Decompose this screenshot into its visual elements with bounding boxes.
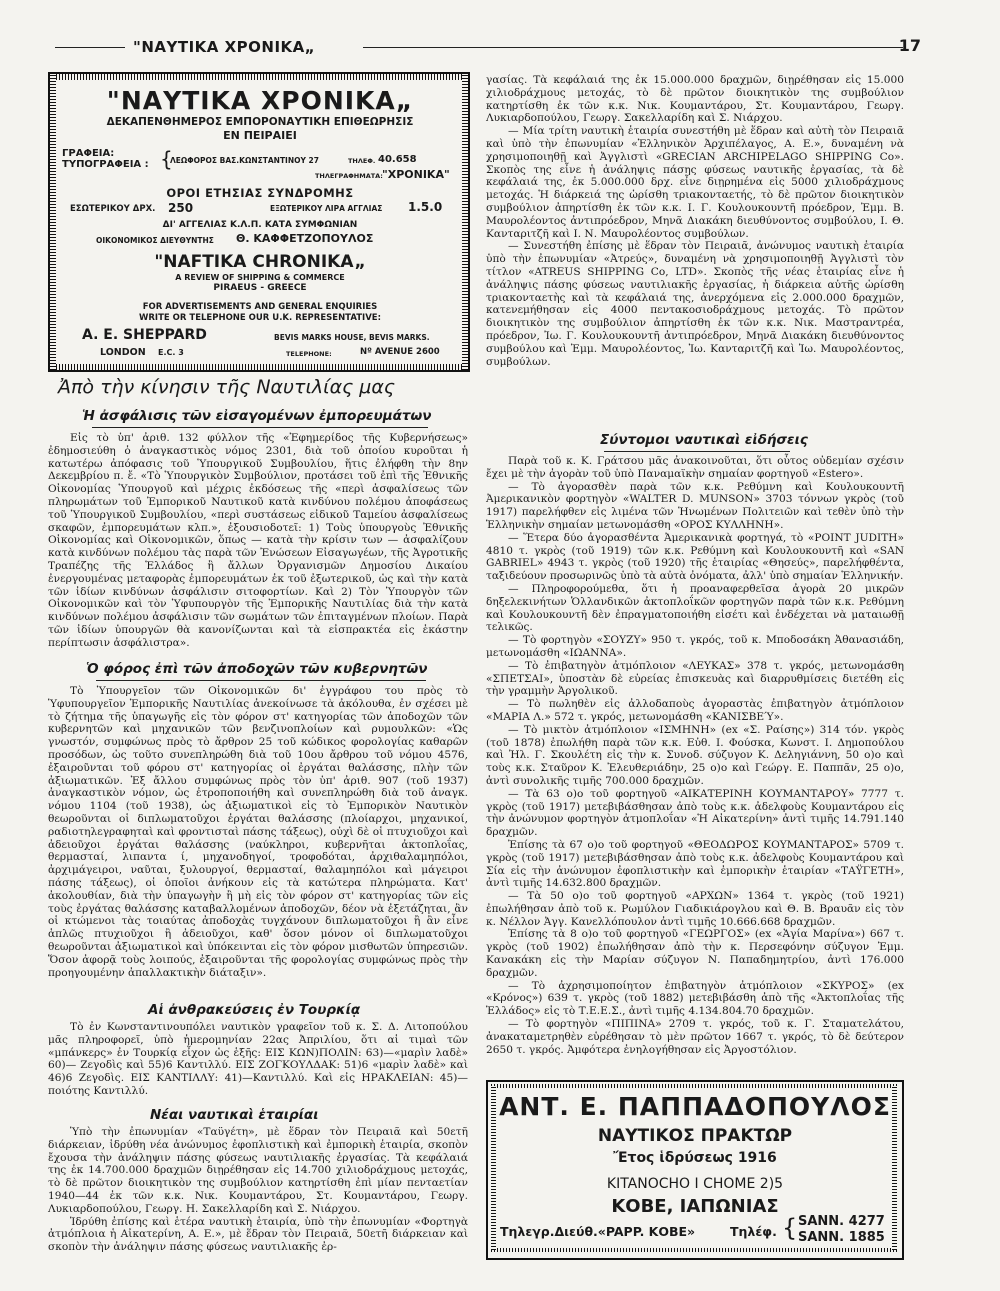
news-item: — Τὸ ἀχρησιμοποίητον ἐπιβατηγὸν ἀτμόπλοιον «ΣΚΥΡΟΣ» (ex «Κρόνος») 639 τ. γκρὸς (τοῦ 1882) μετεβιβάσθη ἀπὸ τῆς «Ἀκτοπλοΐας τῆς Ἑλλάδος» εἰς τὸ Τ.Ε.Ε.Σ., ἀντὶ τιμῆς 4.134.804.70 δραχμῶν. <box>486 979 904 1018</box>
ad-founded: Ἔτος ἱδρύσεως 1916 <box>613 1150 777 1166</box>
page-number: 17 <box>898 36 921 55</box>
telegraph-label: ΤΗΛΕΓΡΑΦΗΜΑΤΑ: <box>315 172 383 180</box>
english-subtitle: A REVIEW OF SHIPPING & COMMERCE <box>175 273 345 282</box>
article-paragraph: γασίας. Τὰ κεφάλαιά της ἐκ 15.000.000 δραχμῶν, διῃρέθησαν εἰς 15.000 χιλιοδράχμους μετοχάς, τὸ δὲ πρῶτον διοικητικὸν της συμβούλιον κατηρτίσθη ἐκ τῶν κ.κ. Νικ. Κουμαντάρου, Στ. Κουμαντάρου, Γεωργ. Λυκιαρδοπούλου, Γεωργ. Σακελλαρίδη καὶ Σ. Νιάρχου. <box>486 74 904 125</box>
office-address: ΛΕΩΦΟΡΟΣ ΒΑΣ.ΚΩΝΣΤΑΝΤΙΝΟΥ 27 <box>170 156 319 165</box>
header-rule-left <box>55 47 125 48</box>
article-new-companies <box>48 1126 468 1254</box>
foreign-label: ΕΞΩΤΕΡΙΚΟΥ ΛΙΡΑ ΑΓΓΛΙΑΣ <box>270 204 383 213</box>
masthead-box <box>48 72 470 372</box>
ad-phone-2: SANN. 1885 <box>798 1230 885 1245</box>
news-item: — Τὸ ἐπιβατηγὸν ἀτμόπλοιον «ΛΕΥΚΑΣ» 378 τ. γκρός, μετωνομάσθη «ΣΠΕΤΣΑΙ», ὑποστὰν δὲ εὐρείας ἐπισκευὰς καὶ διαρρυθμίσεις διετέθη εἰς τὴν γραμμὴν Ἀργολικοῦ. <box>486 659 904 698</box>
agent-advertisement <box>486 1080 904 1260</box>
masthead-subtitle: ΔΕΚΑΠΕΝΘΗΜΕΡΟΣ ΕΜΠΟΡΟΝΑΥΤΙΚΗ ΕΠΙΘΕΩΡΗΣΙΣ <box>106 116 414 128</box>
masthead-hatch-top <box>50 74 468 80</box>
ad-role: ΝΑΥΤΙΚΟΣ ΠΡΑΚΤΩΡ <box>597 1126 793 1146</box>
article-tax <box>48 685 468 979</box>
offices-label: ΓΡΑΦΕΙΑ: <box>62 148 115 159</box>
article-coaling-text: Τὸ ἐν Κωνσταντινουπόλει ναυτικὸν γραφεῖον τοῦ κ. Σ. Δ. Λιτοπούλου μᾶς πληροφορεῖ, ὑπὸ ἡμερομηνίαν 22ας Ἀπριλίου, ὅτι αἱ τιμαὶ τῶν «μπάνκερς» ἐν Τουρκίᾳ εἶχον ὡς ἑξῆς: ΕΙΣ ΚΩΝ)ΠΟΛΙΝ: 63)—«μαρὶν λαδὲ» 60)— Ζεγοδὶς καὶ 55)6 Καντιλλύ. ΕΙΣ ΖΟΓΚΟΥΛΔΑΚ: 51)6 «μαρὶν λαδὲ» καὶ 46)6 Ζεγοδὶς. ΕΙΣ ΚΑΝΤΙΛΛΥ: 41)—Καντιλλύ. Καὶ εἰς ΗΡΑΚΛΕΙΑΝ: 45)— ποιότης Καντιλλύ. <box>48 1021 468 1097</box>
short-news-list <box>486 455 904 1056</box>
english-city: PIRAEUS - GREECE <box>213 283 307 293</box>
foreign-price: 1.5.0 <box>408 200 443 214</box>
representative-line: WRITE OR TELEPHONE OUR U.K. REPRESENTATIVE: <box>139 313 381 323</box>
ad-telegram: Τηλεγρ.Διεύθ.«PAPP. ΚΟΒΕ» <box>500 1224 696 1239</box>
heading-short-news: Σύντομοι ναυτικαὶ εἰδήσεις <box>600 432 808 448</box>
telegraph-address: "ΧΡΟΝΙΚΑ" <box>382 168 450 181</box>
english-title: "NAFTIKA CHRONIKA„ <box>154 252 366 272</box>
masthead-hatch-bottom <box>50 364 468 370</box>
ad-company-name: ΑΝΤ. Ε. ΠΑΠΠΑΔΟΠΟΥΛΟΣ <box>499 1092 891 1121</box>
masthead-title: "ΝΑΥΤΙΚΑ ΧΡΟΝΙΚΑ„ <box>106 86 414 115</box>
article-paragraph: Ὑπὸ τὴν ἐπωνυμίαν «Ταϋγέτη», μὲ ἕδραν τὸν Πειραιᾶ καὶ 50ετῆ διάρκειαν, ἱδρύθη νέα ἀνώνυμος ἐφοπλιστικὴ καὶ ἐμπορικὴ ἑταιρία, σκοπὸν ἔχουσα τὴν ἀνάληψιν πάσης φύσεως ναυτιλιακῆς ἐργασίας. Τὰ κεφάλαιά της ἐκ 14.700.000 δραχμῶν διῃρέθησαν εἰς 14.700 χιλιοδράχμους μετοχάς, τὸ δὲ πρῶτον διοικητικὸν της συμβούλιον κατηρτίσθη ἐπὶ μίαν πενταετίαν 1940—44 ἐκ τῶν κ.κ. Νικ. Κουμαντάρου, Στ. Κουμαντάρου, Γεωργ. Λυκιαρδοπούλου, Γεωργ. Η. Σακελλαρίδη καὶ Σ. Νιάρχου. <box>48 1126 468 1215</box>
article-tax-text: Τὸ Ὑπουργεῖον τῶν Οἰκονομικῶν δι' ἐγγράφου του πρὸς τὸ Ὑφυπουργεῖον Ἐμπορικῆς Ναυτιλίας ἀνεκοίνωσε τὰ ἀκόλουθα, ἐν σχέσει μὲ τὸ ζήτημα τῆς ὑπαγωγῆς εἰς τὸν φόρον στ' κατηγορίας τῶν ἀποδοχῶν τῶν κυβερνητῶν καὶ μηχανικῶν τῶν βενζινοπλοίων καὶ ρυμουλκῶν: «Ὡς γνωστόν, συμφώνως πρὸς τὸ ἄρθρον 25 τοῦ κώδικος φορολογίας καθαρῶν προσόδων, ὡς τοῦτο συνεπληρώθη διὰ τοῦ 10ου ἄρθρου τοῦ νόμου 4576, ἐξαιροῦνται τοῦ φόρου στ' κατηγορίας οἱ ἐργάται θαλάσσης, πλὴν τῶν ἀξιωματικῶν. Ἐξ ἄλλου συμφώνως πρὸς τὸν ὑπ' ἀριθ. 907 (τοῦ 1937) ἀναγκαστικὸν νόμον, ὡς ἐτροποποιήθη καὶ συνεπληρώθη διὰ τοῦ ἀναγκ. νόμου 1104 (τοῦ 1938), ὡς ἀξιωματικοὶ εἰς τὸ Ἐμπορικὸν Ναυτικὸν θεωροῦνται οἱ διπλωματοῦχοι ἐργάται θαλάσσης (πλοίαρχοι, μηχανικοί, ραδιοτηλεγραφηταὶ καὶ φροντισταὶ πάσης τάξεως), οὐχὶ δὲ οἱ πτυχιοῦχοι καὶ ἀδειοῦχοι ἐργάται θαλάσσης (ναύκληροι, κυβερνῆται ἀκτοπλοΐας, θερμασταί, λιπαντα ί, μηχανοδηγοί, τροφοδόται, ἀρχιθαλαμηπόλοι, ἀρχιμάγειροι, ναῦται, ξυλουργοί, θερμασταί, θαλαμηπόλοι καὶ μάγειροι πάσης τάξεως), οἱ ὁποῖοι ἀνήκουν εἰς τὰ κατώτερα πληρώματα. Κατ' ἀκολουθίαν, διὰ τὴν ὑπαγωγὴν ἢ μὴ εἰς τὸν φόρον στ' κατηγορίας τῶν εἰς τοὺς ἐργάτας θαλάσσης καταβαλλομένων ἀποδοχῶν, δέον νὰ ἐξετάζηται, ἂν οἱ κτώμενοι τὰς τοιαύτας ἀποδοχὰς τυγχάνουν διπλωματοῦχοι ἢ ἂν εἶνε ἁπλῶς πτυχιοῦχοι ἢ ἀδειοῦχοι, καθ' ὅσον μόνον οἱ διπλωματοῦχοι θεωροῦνται ἀξιωματικοὶ καὶ ὑπόκεινται εἰς τὸν φόρον μισθωτῶν ὑπηρεσιῶν. Ὅσον ἀφορᾷ τοὺς λοιπούς, ἐξαιροῦνται τῆς φορολογίας συμφώνως πρὸς τὴν προηγουμένην ἀπαλλακτικὴν διάταξιν». <box>48 685 468 979</box>
rep-name: A. E. SHEPPARD <box>82 327 207 343</box>
heading-underline <box>96 680 426 681</box>
enquiries-line: FOR ADVERTISEMENTS AND GENERAL ENQUIRIES <box>142 302 378 312</box>
heading-new-companies: Νέαι ναυτικαὶ ἑταιρίαι <box>150 1107 319 1123</box>
heading-insurance: Ἡ ἀσφάλισις τῶν εἰσαγομένων ἐμπορευμάτων <box>82 408 432 424</box>
news-item: Παρὰ τοῦ κ. Κ. Γράτσου μᾶς ἀνακοινοῦται, ὅτι οὗτος οὐδεμίαν σχέσιν ἔχει μὲ τὴν ἀγορὰν τοῦ ὑπὸ Παναμαϊκὴν σημαίαν φορτηγοῦ «Estero». <box>486 455 904 480</box>
article-paragraph: — Μία τρίτη ναυτικὴ ἑταιρία συνεστήθη μὲ ἕδραν καὶ αὐτὴ τὸν Πειραιᾶ καὶ ὑπὸ τὴν ἐπωνυμίαν «Ἑλληνικὸν Ἀρχιπέλαγος, Α. Ε.», δυναμένη νὰ χρησιμοποιηθῇ καὶ Ἀγγλιστὶ «GRECIAN ARCHIPELAGO SHIPPING Co». Σκοπὸς της εἶνε ἡ ἀνάληψις πάσης φύσεως ναυτικῆς ἐργασίας, τὰ δὲ κεφάλαιά της, ἐκ 5.000.000 δρχ. εἶνε διῃρημένα εἰς 5000 χιλιοδράχμους μετοχάς. Ἡ διάρκειά της ὡρίσθη τριακονταετής, τὸ δὲ πρῶτον διοικητικὸν συμβούλιον ἀπηρτίσθη ἐκ τῶν κ.κ. Ι. Γ. Κουλουκουντῆ πρόεδρον, Ἐμμ. Β. Μαυρολέοντος ἀντιπρόεδρον, Μηνᾶ Διακάκη διευθύνοντος συμβούλου, Ι. Θ. Κανταριτζῆ καὶ Ι. Ν. Μαυρολέοντος συμβούλων. <box>486 125 904 240</box>
news-item: — Τὸ μικτὸν ἀτμόπλοιον «ΙΣΜΗΝΗ» (ex «Σ. Ραίσης») 314 τόν. γκρὸς (τοῦ 1878) ἐπωλήθη παρὰ τῶν κ.κ. Εὐθ. Ι. Φούσκα, Κωνστ. Ι. Δημοπούλου καὶ Ἠλ. Γ. Σκουλέτη εἰς τὴν κ. Συνοδ. σύζυγον Κ. Δεληγιάννη, 50 ο)ο καὶ τοὺς κ.κ. Σταῦρον Κ. Ἐλευθεριάδην, 25 ο)ο καὶ Γεώργ. Ε. Παππᾶν, 25 ο)ο, ἀντὶ συνολικῆς τιμῆς 700.000 δραχμῶν. <box>486 723 904 787</box>
news-item: Ἐπίσης τὰ 8 ο)ο τοῦ φορτηγοῦ «ΓΕΩΡΓΟΣ» (ex «Ἁγία Μαρίνα») 667 τ. γκρὸς (τοῦ 1902) ἐπωλήθησαν ἀπὸ τὴν κ. Περσεφόνην σύζυγον Ἐμμ. Κανακάκη εἰς τὴν Μαρίαν σύζυγον Ν. Παπαδημητρίου, ἀντὶ 176.000 δραχμῶν. <box>486 928 904 979</box>
ad-city: ΚΟΒΕ, ΙΑΠΩΝΙΑΣ <box>611 1196 779 1217</box>
news-item: — Τὸ φορτηγὸν «ΣΟΥΖΥ» 950 τ. γκρός, τοῦ κ. Μποδοσάκη Ἀθανασιάδη, μετωνομάσθη «ΙΩΑΝΝΑ». <box>486 634 904 659</box>
news-item: — Τὰ 50 ο)ο τοῦ φορτηγοῦ «ΑΡΧΩΝ» 1364 τ. γκρὸς (τοῦ 1921) ἐπωλήθησαν ἀπὸ τοῦ κ. Ρωμύλον Γιαδικιάρογλου καὶ Θ. Β. Βραυᾶν εἰς τὸν κ. Νέλλον Ἀγγ. Κανελλόπουλον ἀντὶ τιμῆς 10.666.668 δραχμῶν. <box>486 890 904 928</box>
heading-underline <box>604 451 790 452</box>
masthead-city: ΕΝ ΠΕΙΡΑΙΕΙ <box>223 129 297 142</box>
masthead-hatch-right <box>462 74 468 370</box>
ad-hatch-bottom <box>491 1248 897 1252</box>
domestic-label: ΕΣΩΤΕΡΙΚΟΥ ΔΡΧ. <box>70 204 156 214</box>
heading-coaling: Αἱ ἀνθρακεύσεις ἐν Τουρκίᾳ <box>148 1002 361 1018</box>
news-item: — Τὸ φορτηγὸν «ΠΙΠΙΝΑ» 2709 τ. γκρός, τοῦ κ. Γ. Σταματελάτου, ἀνακαταμετρηθὲν εὑρέθησαν τὸ μὲν πρῶτον 1667 τ. γκρός, τὸ δὲ δεύτερον 2650 τ. γκρός. Ἀμφότερα ἐνηλογήθησαν εἰς Ἀργοστόλιον. <box>486 1018 904 1056</box>
brace: { <box>160 147 173 171</box>
news-item: Ἐπίσης τὰ 67 ο)ο τοῦ φορτηγοῦ «ΘΕΟΔΩΡΟΣ ΚΟΥΜΑΝΤΑΡΟΣ» 5709 τ. γκρὸς (τοῦ 1917) μετεβιβάσθησαν ἀπὸ τοὺς κ.κ. ἀδελφοὺς Κουμαντάρου καὶ Σία εἰς τὴν ἀνώνυμον ἐφοπλιστικὴν καὶ ἐμπορικὴν ἑταιρίαν «ΤΑΫΓΕΤΗ», ἀντὶ τιμῆς 14.632.800 δραχμῶν. <box>486 838 904 890</box>
rep-address: BEVIS MARKS HOUSE, BEVIS MARKS. <box>274 333 430 342</box>
rep-phone: Nº AVENUE 2600 <box>360 347 440 357</box>
article-insurance-text: Εἰς τὸ ὑπ' ἀριθ. 132 φύλλον τῆς «Ἐφημερίδος τῆς Κυβερνήσεως» ἐδημοσιεύθη ὁ ἀναγκαστικὸς νόμος 2301, διὰ τοῦ ὁποίου κυροῦται ἡ κατωτέρω ἀπόφασις τοῦ Ὑπουργικοῦ Συμβουλίου, ἥτις ἐλήφθη τὴν 8ην Δεκεμβρίου π. ἔ. «Τὸ Ὑπουργικὸν Συμβούλιον, προτάσει τοῦ ἐπὶ τῆς Ἐθνικῆς Οἰκονομίας Ὑπουργοῦ καὶ μέχρις ἐκδόσεως τῆς «περὶ ἀσφαλίσεως τῶν πληρωμάτων τοῦ Ἐμπορικοῦ Ναυτικοῦ κατὰ κινδύνου πολέμου ἀποφάσεως τοῦ Ὑπουργικοῦ Συμβουλίου, «περὶ συστάσεως εἰδικοῦ Ταμείου ἀσφαλίσεως σκαφῶν, ἐμπορευμάτων κλπ.», ἐξουσιοδοτεῖ: 1) Τοὺς ὑπουργοὺς Ἐθνικῆς Οἰκονομίας καὶ Οἰκονομικῶν, ὅπως — κατὰ τὴν κρίσιν των — ἀσφαλίζουν κατὰ κινδύνων πολέμου τὰς παρὰ τῶν Ἐνώσεων Εἰσαγωγέων, τῆς Ἀγροτικῆς Τραπέζης τῆς Ἑλλάδος ἢ ἄλλων Ὀργανισμῶν Δημοσίου Δικαίου ἐνεργουμένας μεταφορὰς ἐμπορευμάτων ἐκ τοῦ ἐξωτερικοῦ, ὡς καὶ τὴν κατὰ τῶν ἰδίων κινδύνων ἀσφάλισιν σιτοφορτίων. Καὶ 2) Τὸν Ὑπουργὸν τῶν Οἰκονομικῶν καὶ τὸν Ὑφυπουργὸν τῆς Ἐμπορικῆς Ναυτιλίας διὰ τὴν κατὰ κινδύνων πολέμου ἀσφάλισιν τῶν σωμάτων τῶν ἐπιταγμένων πλοίων. Παρὰ τῶν ἰδίων ὑπουργῶν θὰ κανονίζωνται καὶ τὰ εἰσπρακτέα εἰς ἑκάστην περίπτωσιν ἀσφάλιστρα». <box>48 432 468 649</box>
ad-brace: { <box>782 1214 798 1242</box>
news-item: — Τὰ 63 ο)ο τοῦ φορτηγοῦ «ΑΙΚΑΤΕΡΙΝΗ ΚΟΥΜΑΝΤΑΡΟΥ» 7777 τ. γκρὸς (τοῦ 1917) μετεβιβάσθησαν ἀπὸ τοὺς κ.κ. ἀδελφοὺς Κουμαντάρου εἰς τὴν ἀνώνυμον φορτηγὸν ἀτμοπλοΐαν «Ἡ Αἰκατερίνη» ἀντὶ τιμῆς 14.791.140 δραχμῶν. <box>486 787 904 839</box>
running-title: "ΝΑΥΤΙΚΑ ΧΡΟΝΙΚΑ„ <box>133 38 316 56</box>
ad-phone-1: SANN. 4277 <box>798 1214 885 1229</box>
running-header <box>55 38 935 58</box>
subscription-title: ΟΡΟΙ ΕΤΗΣΙΑΣ ΣΥΝΔΡΟΜΗΣ <box>166 186 354 200</box>
office-phone: 40.658 <box>378 154 417 165</box>
article-insurance <box>48 432 468 650</box>
right-column-companies <box>486 74 904 368</box>
article-paragraph: Ἱδρύθη ἐπίσης καὶ ἑτέρα ναυτικὴ ἑταιρία, ὑπὸ τὴν ἐπωνυμίαν «Φορτηγὰ ἀτμόπλοια ἡ Αἰκατερίνη, Α. Ε.», μὲ ἕδραν τὸν Πειραιᾶ, 50ετῆ διάρκειαν καὶ σκοπὸν τὴν ἀνάληψιν πάσης φύσεως ναυτιλιακῆς ἐρ- <box>48 1215 468 1254</box>
header-rule-right <box>363 47 903 48</box>
article-coaling <box>48 1021 468 1098</box>
domestic-price: 250 <box>168 201 194 215</box>
ad-hatch-top <box>491 1084 897 1088</box>
heading-tax: Ὁ φόρος ἐπὶ τῶν ἀποδοχῶν τῶν κυβερνητῶν <box>86 661 428 677</box>
director-name: Θ. ΚΑΦΦΕΤΖΟΠΟΥΛΟΣ <box>236 232 374 245</box>
ad-address: KITANOCHO I CHOME 2)5 <box>606 1176 784 1192</box>
rep-phone-label: TELEPHONE: <box>286 350 332 358</box>
phone-label: ΤΗΛΕΦ. <box>348 157 376 165</box>
news-item: — Τὸ ἀγορασθὲν παρὰ τῶν κ.κ. Ρεθύμνη καὶ Κουλουκουντῆ Ἀμερικανικὸν φορτηγὸν «WALTER D. MUNSON» 3703 τόννων γκρὸς (τοῦ 1917) παρελήφθεν εἰς λιμένα τῶν Ἡνωμένων Πολιτειῶν καὶ τεθὲν ὑπὸ τὴν Ἑλληνικὴν σημαίαν μετωνομάσθη «ΟΡΟΣ ΚΥΛΛΗΝΗ». <box>486 480 904 531</box>
masthead-hatch-left <box>50 74 56 370</box>
section-main-heading: Ἀπὸ τὴν κίνησιν τῆς Ναυτιλίας μας <box>58 376 396 398</box>
director-label: ΟΙΚΟΝΟΜΙΚΟΣ ΔΙΕΥΘΥΝΤΗΣ <box>96 236 214 245</box>
advertising-terms: ΔΙ' ΑΓΓΕΛΙΑΣ Κ.Λ.Π. ΚΑΤΑ ΣΥΜΦΩΝΙΑΝ <box>162 220 358 230</box>
news-item: — Τὸ πωληθὲν εἰς ἀλλοδαποὺς ἀγοραστὰς ἐπιβατηγὸν ἀτμόπλοιον «ΜΑΡΙΑ Λ.» 572 τ. γκρός, μετωνομάσθη «ΚΑΝΙΣΒΕΎ». <box>486 698 904 723</box>
rep-postcode: E.C. 3 <box>158 348 184 357</box>
article-paragraph: — Συνεστήθη ἐπίσης μὲ ἕδραν τὸν Πειραιᾶ, ἀνώνυμος ναυτικὴ ἑταιρία ὑπὸ τὴν ἐπωνυμίαν «Ἀτρεύς», δυναμένη νὰ χρησιμοποιηθῇ Ἀγγλιστὶ τὸν τίτλον «ATREUS SHIPPING Co, LTD». Σκοπὸς τῆς νέας ἑταιρίας εἶνε ἡ ἀνάληψις πάσης φύσεως ναυτιλιακῆς ἐργασίας, ἡ διάρκεια αὐτῆς ὡρίσθη τριακονταετὴς καὶ τὰ κεφάλαιά της, ἀνερχόμενα εἰς 2.000.000 δραχμῶν, κατενεμήθησαν εἰς 4000 πεντακοσιοδράχμους μετοχάς. Τὸ πρῶτον διοικητικὸν της συμβούλιον ἀπηρτίσθη ἐκ τῶν κ.κ. Νικ. Μαστραντρέα, πρόεδρον, Ἰω. Γ. Κουλουκουντῆ ἀντιπρόεδρον, Μηνᾶ Διακάκη διευθύνοντος συμβούλου καὶ Ἐμμ. Μαυρολέοντος, Ἰω. Κανταριτζῆ καὶ Ἰω. Μαυρολέοντος, συμβούλων. <box>486 240 904 368</box>
news-item: — Ἕτερα δύο ἀγορασθέντα Ἀμερικανικὰ φορτηγά, τὸ «POINT JUDITH» 4810 τ. γκρὸς (τοῦ 1919) τῶν κ.κ. Ρεθύμνη καὶ Κουλουκουντῆ καὶ «SAN GABRIEL» 4943 τ. γκρὸς (τοῦ 1920) τῆς ἑταιρίας «Θησεύς», παρελήφθέντα, ταξιδεύουν προσωρινῶς ὑπὸ τὰ αὐτὰ ὀνόματα, ἀλλ' ὑπὸ σημαίαν Ἑλληνικήν. <box>486 531 904 583</box>
heading-underline <box>92 427 428 428</box>
printing-label: ΤΥΠΟΓΡΑΦΕΙΑ : <box>62 159 149 170</box>
rep-city: LONDON <box>100 347 146 358</box>
ad-phone-label: Τηλέφ. <box>730 1224 777 1239</box>
news-item: — Πληροφορούμεθα, ὅτι ἡ προαναφερθεῖσα ἀγορὰ 20 μικρῶν δηξελεκινήτων Ὁλλανδικῶν ἀκτοπλοΐκῶν φορτηγῶν παρὰ τῶν κ.κ. Ρεθύμνη καὶ Κουλουκουντῆ δὲν ἐπραγματοποιήθη εἰσέτι καὶ ἐνδέχεται νὰ ματαιωθῇ τελικῶς. <box>486 582 904 634</box>
